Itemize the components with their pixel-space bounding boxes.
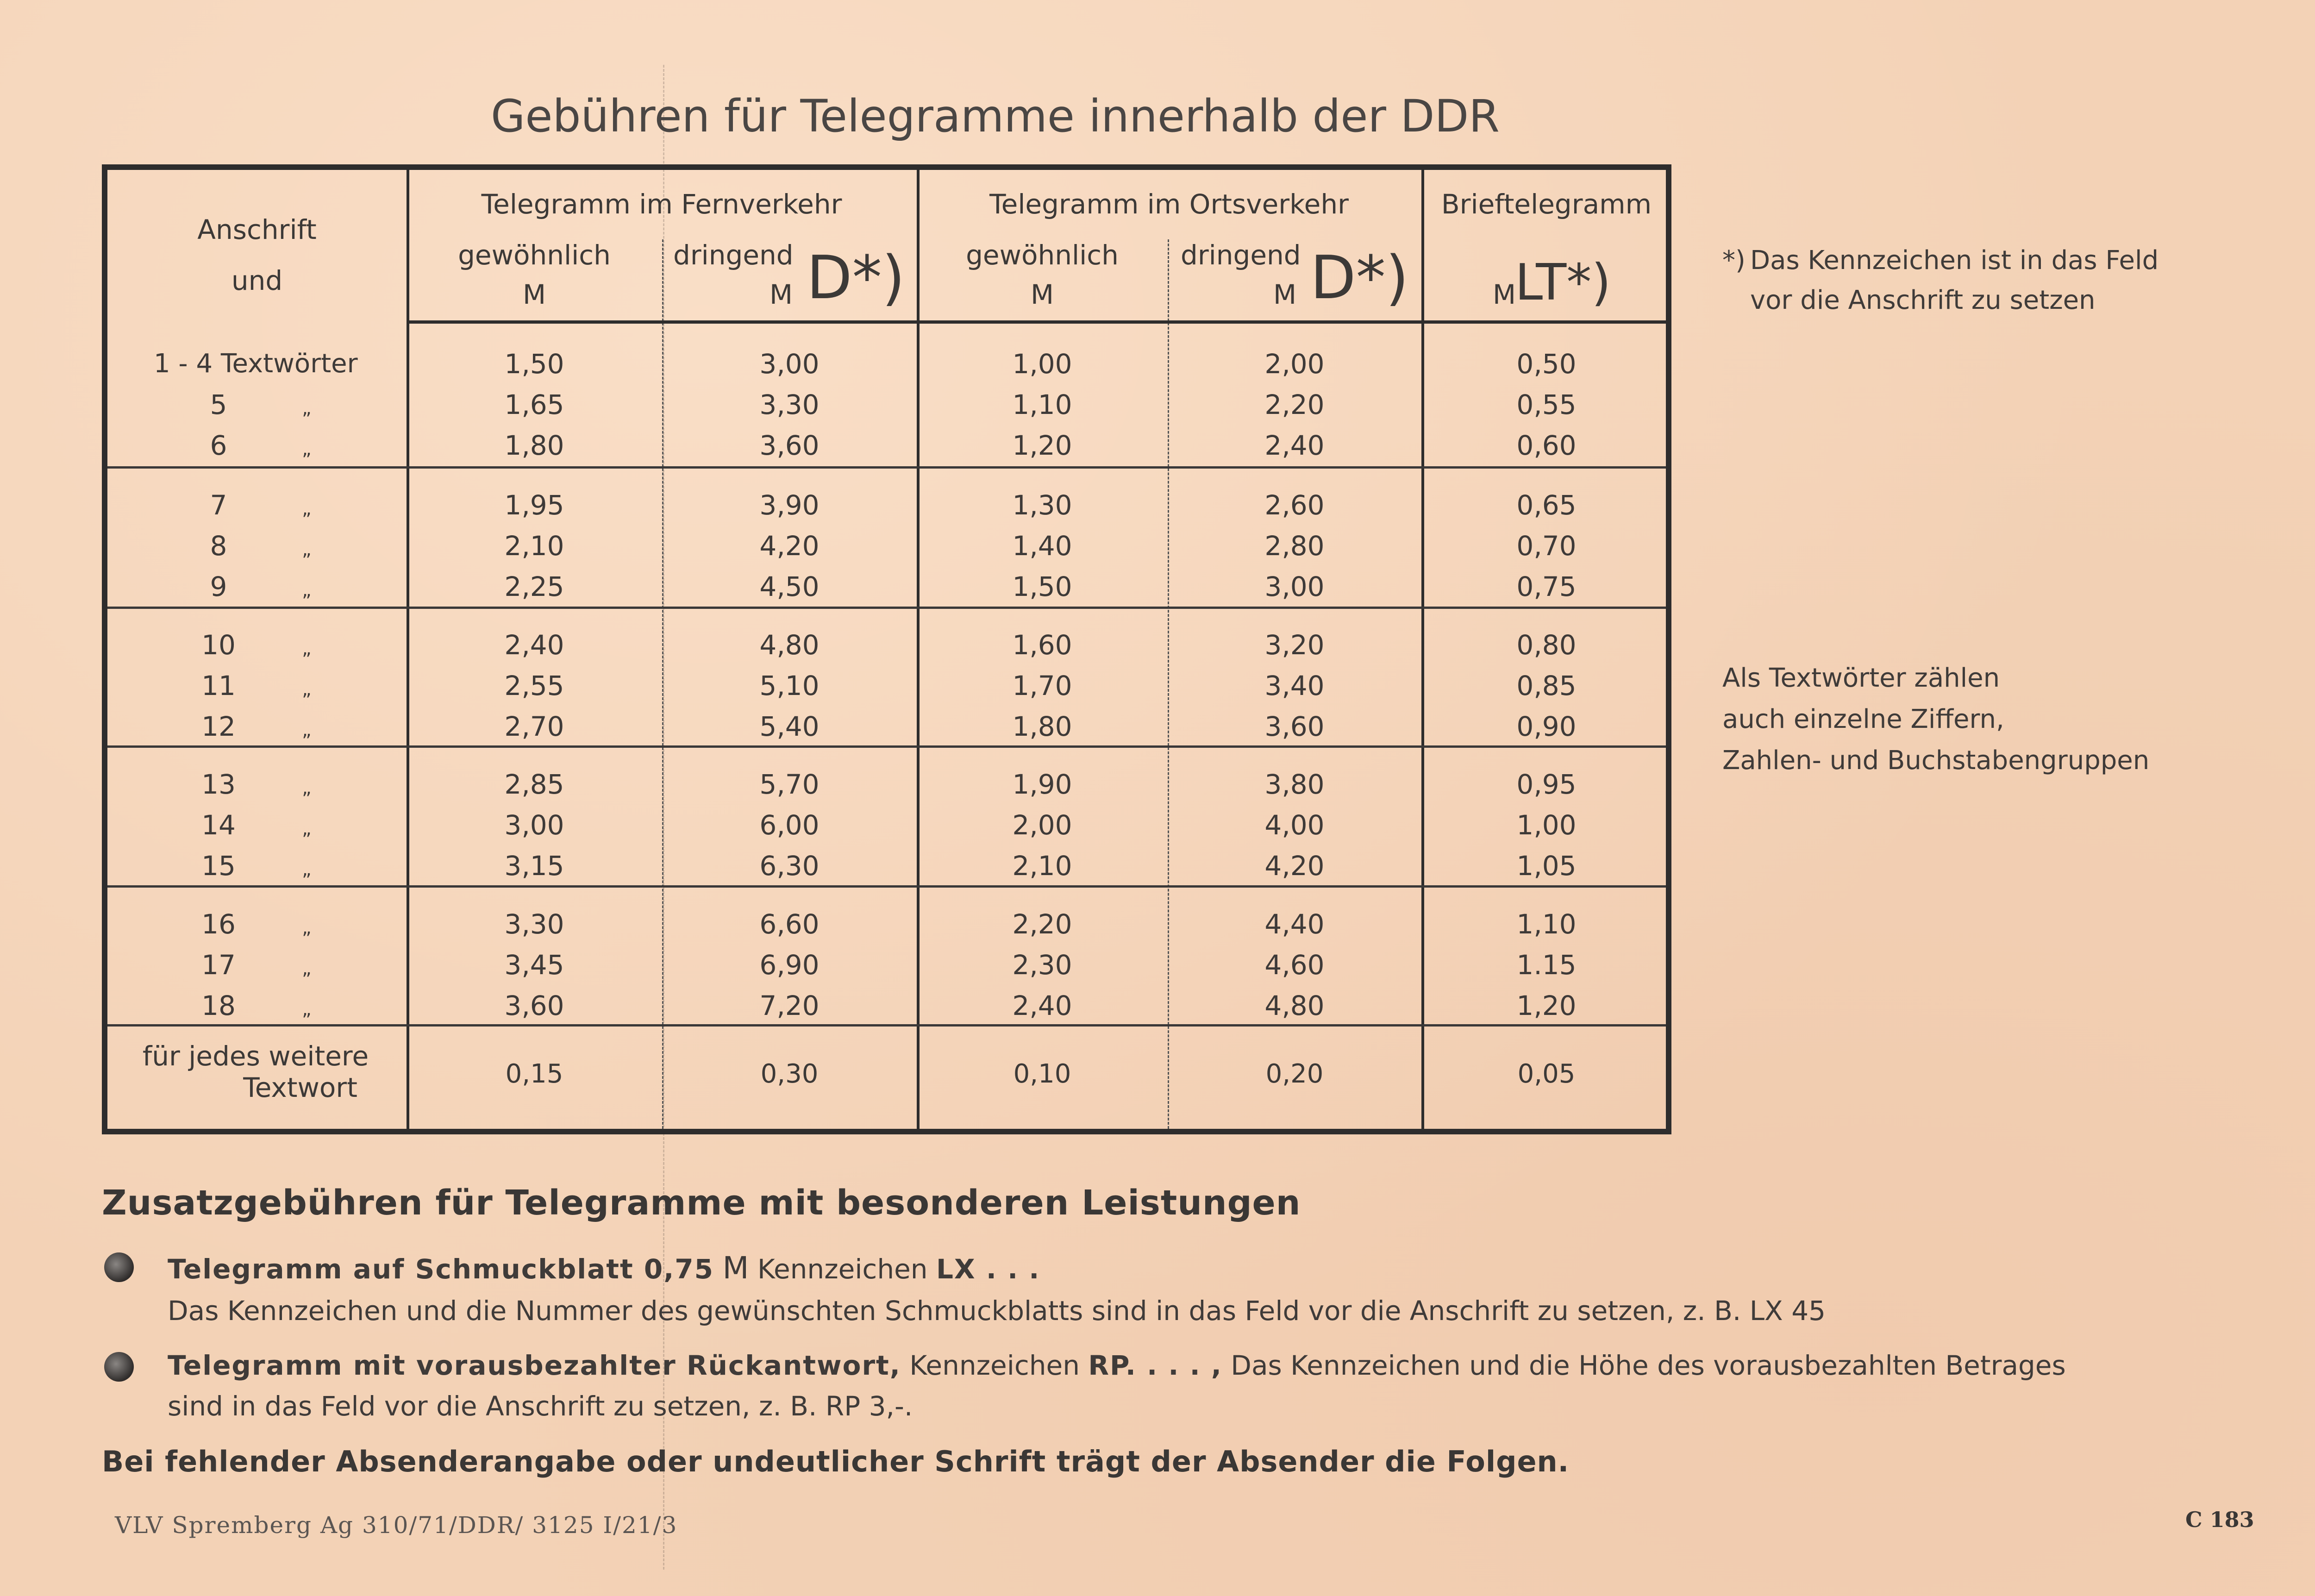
cell-fern-normal: 2,70 xyxy=(504,711,564,742)
ditto-mark: „ xyxy=(302,818,312,839)
sender-warning: Bei fehlender Absenderangabe oder undeutlicher Schrift trägt der Absender die Folgen. xyxy=(102,1445,1570,1478)
cell-fern-urgent: 5,40 xyxy=(759,711,820,742)
footnote-star: *) xyxy=(1722,245,1746,275)
row-label: 5 xyxy=(210,389,227,420)
item2-text: Kennzeichen xyxy=(909,1350,1080,1381)
cell-brief: 1,10 xyxy=(1516,908,1577,940)
extra-item-rueckantwort xyxy=(168,1350,2066,1422)
row-label: 10 xyxy=(201,629,236,661)
cell-orts-normal: 1,40 xyxy=(1012,530,1072,562)
cell-brief: 0,55 xyxy=(1516,389,1577,420)
cell-fern-normal: 2,10 xyxy=(504,530,564,562)
cell-fern-urgent: 4,20 xyxy=(759,530,820,562)
item2-code: RP. . . . , xyxy=(1088,1350,1222,1381)
cell-orts-normal: 2,20 xyxy=(1012,908,1072,940)
table-row xyxy=(107,625,1666,665)
cell-orts-normal: 1,30 xyxy=(1012,489,1072,521)
cell-orts-urgent: 2,80 xyxy=(1264,530,1325,562)
table-row xyxy=(107,805,1666,845)
cell-fern-urgent: 6,30 xyxy=(759,850,820,882)
cell-fern-normal: 3,60 xyxy=(504,990,564,1021)
cell-fern-normal: 3,30 xyxy=(504,908,564,940)
header-fern-normal-unit: M xyxy=(522,279,546,310)
note-line-1: Als Textwörter zählen xyxy=(1722,663,2000,693)
group-rule xyxy=(107,466,1666,469)
page-title: Gebühren für Telegramme innerhalb der DDR xyxy=(491,90,1500,142)
header-orts-urgent-unit: M xyxy=(1273,279,1297,310)
cell-fern-urgent: 3,60 xyxy=(759,430,820,461)
cell-brief: 1,05 xyxy=(1516,850,1577,882)
footnote-line-2: vor die Anschrift zu setzen xyxy=(1750,285,2096,315)
cell-brief: 0,65 xyxy=(1516,489,1577,521)
table-row xyxy=(107,526,1666,566)
bullet-icon xyxy=(104,1352,134,1382)
ditto-mark: „ xyxy=(302,859,312,880)
cell-orts-urgent: 3,80 xyxy=(1264,769,1325,800)
form-code: C 183 xyxy=(2185,1507,2254,1532)
cell-orts-urgent: 3,00 xyxy=(1264,571,1325,602)
last-row-orts-normal: 0,10 xyxy=(1013,1059,1071,1089)
cell-fern-urgent: 3,90 xyxy=(759,489,820,521)
item2-rest: Das Kennzeichen und die Höhe des vorausbezahlten Betrages xyxy=(1231,1350,2066,1381)
cell-brief: 1,00 xyxy=(1516,809,1577,841)
header-orts-urgent: dringend xyxy=(1181,239,1301,271)
cell-orts-urgent: 4,40 xyxy=(1264,908,1325,940)
cell-fern-urgent: 4,80 xyxy=(759,629,820,661)
cell-brief: 0,75 xyxy=(1516,571,1577,602)
row-label: 7 xyxy=(210,489,227,521)
table-row xyxy=(107,764,1666,805)
cell-fern-urgent: 7,20 xyxy=(759,990,820,1021)
table-row xyxy=(107,566,1666,607)
cell-fern-urgent: 3,30 xyxy=(759,389,820,420)
row-label: 16 xyxy=(201,908,236,940)
row-label: 17 xyxy=(201,949,236,981)
ditto-mark: „ xyxy=(302,777,312,799)
cell-fern-normal: 2,85 xyxy=(504,769,564,800)
fee-table xyxy=(102,164,1671,1134)
ditto-mark: „ xyxy=(302,398,312,419)
cell-orts-normal: 2,10 xyxy=(1012,850,1072,882)
cell-brief: 1.15 xyxy=(1516,949,1577,981)
ditto-mark: „ xyxy=(302,999,312,1020)
row-label: 12 xyxy=(201,711,236,742)
ditto-mark: „ xyxy=(302,917,312,939)
ditto-mark: „ xyxy=(302,438,312,460)
footnote-line-1: Das Kennzeichen ist in das Feld xyxy=(1750,245,2159,275)
footnote xyxy=(1722,241,2315,320)
ditto-mark: „ xyxy=(302,638,312,659)
cell-fern-normal: 3,00 xyxy=(504,809,564,841)
row-label: 18 xyxy=(201,990,236,1021)
cell-orts-normal: 2,40 xyxy=(1012,990,1072,1021)
cell-fern-normal: 1,50 xyxy=(504,348,564,380)
cell-orts-urgent: 3,20 xyxy=(1264,629,1325,661)
table-row xyxy=(107,945,1666,985)
cell-orts-normal: 2,30 xyxy=(1012,949,1072,981)
cell-fern-normal: 3,15 xyxy=(504,850,564,882)
cell-fern-normal: 1,95 xyxy=(504,489,564,521)
item1-unit: M xyxy=(722,1250,749,1286)
cell-brief: 0,95 xyxy=(1516,769,1577,800)
last-row-brief: 0,05 xyxy=(1517,1059,1576,1089)
cell-fern-urgent: 6,00 xyxy=(759,809,820,841)
cell-brief: 0,50 xyxy=(1516,348,1577,380)
cell-orts-normal: 1,60 xyxy=(1012,629,1072,661)
extra-fees-title: Zusatzgebühren für Telegramme mit besonderen Leistungen xyxy=(102,1183,1301,1223)
cell-orts-normal: 2,00 xyxy=(1012,809,1072,841)
last-row-fern-urgent: 0,30 xyxy=(760,1059,819,1089)
row-label: 15 xyxy=(201,850,236,882)
header-anschrift: Anschrift xyxy=(197,214,317,245)
table-row xyxy=(107,425,1666,466)
note-line-3: Zahlen- und Buchstabengruppen xyxy=(1722,745,2150,776)
table-row xyxy=(107,665,1666,706)
cell-orts-urgent: 4,20 xyxy=(1264,850,1325,882)
last-row-label-1: für jedes weitere xyxy=(142,1040,369,1072)
cell-fern-urgent: 5,10 xyxy=(759,670,820,701)
header-ortsverkehr: Telegramm im Ortsverkehr xyxy=(989,188,1349,220)
cell-fern-urgent: 5,70 xyxy=(759,769,820,800)
table-row xyxy=(107,384,1666,425)
cell-fern-normal: 1,80 xyxy=(504,430,564,461)
table-row xyxy=(107,344,1666,384)
table-row xyxy=(107,985,1666,1026)
row-label: 1 - 4 Textwörter xyxy=(154,349,358,379)
extra-item-schmuckblatt xyxy=(168,1250,1826,1327)
header-fernverkehr: Telegramm im Fernverkehr xyxy=(481,188,842,220)
item2-bold: Telegramm mit vorausbezahlter Rückantwort, xyxy=(168,1350,901,1381)
cell-orts-normal: 1,90 xyxy=(1012,769,1072,800)
cell-fern-normal: 3,45 xyxy=(504,949,564,981)
cell-orts-normal: 1,20 xyxy=(1012,430,1072,461)
last-row-fern-normal: 0,15 xyxy=(505,1059,563,1089)
last-row-label-2: Textwort xyxy=(243,1072,357,1103)
cell-orts-urgent: 3,60 xyxy=(1264,711,1325,742)
row-label: 9 xyxy=(210,571,227,602)
header-und: und xyxy=(231,265,283,296)
header-orts-normal-unit: M xyxy=(1030,279,1054,310)
header-brief-lt-mark: LT*) xyxy=(1515,254,1611,312)
cell-orts-normal: 1,00 xyxy=(1012,348,1072,380)
row-label: 11 xyxy=(201,670,236,701)
ditto-mark: „ xyxy=(302,498,312,519)
header-fern-normal: gewöhnlich xyxy=(458,239,611,271)
row-label: 14 xyxy=(201,809,236,841)
header-fern-d-mark: D*) xyxy=(807,244,905,313)
item1-bold: Telegramm auf Schmuckblatt 0,75 xyxy=(168,1253,714,1285)
cell-orts-urgent: 2,40 xyxy=(1264,430,1325,461)
ditto-mark: „ xyxy=(302,679,312,700)
ditto-mark: „ xyxy=(302,580,312,601)
cell-fern-normal: 1,65 xyxy=(504,389,564,420)
header-orts-normal: gewöhnlich xyxy=(966,239,1119,271)
ditto-mark: „ xyxy=(302,958,312,979)
table-row xyxy=(107,485,1666,526)
cell-brief: 0,90 xyxy=(1516,711,1577,742)
header-fern-urgent: dringend xyxy=(673,239,794,271)
row-label: 13 xyxy=(201,769,236,800)
row-label: 6 xyxy=(210,430,227,461)
table-row xyxy=(107,904,1666,945)
header-rule xyxy=(407,320,1666,324)
item2-line-2: sind in das Feld vor die Anschrift zu setzen, z. B. RP 3,-. xyxy=(168,1390,913,1422)
table-row xyxy=(107,706,1666,747)
cell-orts-normal: 1,50 xyxy=(1012,571,1072,602)
header-brieftelegramm: Brieftelegramm xyxy=(1441,188,1652,220)
note-line-2: auch einzelne Ziffern, xyxy=(1722,704,2004,734)
cell-fern-urgent: 4,50 xyxy=(759,571,820,602)
cell-orts-urgent: 4,80 xyxy=(1264,990,1325,1021)
cell-orts-urgent: 4,00 xyxy=(1264,809,1325,841)
printer-imprint: VLV Spremberg Ag 310/71/DDR/ 3125 I/21/3 xyxy=(115,1512,678,1539)
last-row-orts-urgent: 0,20 xyxy=(1265,1059,1324,1089)
table-row xyxy=(107,845,1666,886)
header-orts-d-mark: D*) xyxy=(1310,244,1409,313)
textwort-note xyxy=(1722,657,2315,781)
cell-brief: 0,80 xyxy=(1516,629,1577,661)
cell-orts-urgent: 4,60 xyxy=(1264,949,1325,981)
cell-orts-normal: 1,10 xyxy=(1012,389,1072,420)
cell-orts-urgent: 2,20 xyxy=(1264,389,1325,420)
cell-orts-urgent: 3,40 xyxy=(1264,670,1325,701)
header-fern-urgent-unit: M xyxy=(770,279,793,310)
cell-orts-normal: 1,70 xyxy=(1012,670,1072,701)
cell-orts-urgent: 2,00 xyxy=(1264,348,1325,380)
cell-orts-urgent: 2,60 xyxy=(1264,489,1325,521)
cell-fern-normal: 2,40 xyxy=(504,629,564,661)
cell-brief: 0,85 xyxy=(1516,670,1577,701)
ditto-mark: „ xyxy=(302,539,312,560)
cell-fern-normal: 2,25 xyxy=(504,571,564,602)
cell-brief: 0,60 xyxy=(1516,430,1577,461)
cell-orts-normal: 1,80 xyxy=(1012,711,1072,742)
item1-text: Kennzeichen xyxy=(757,1253,928,1285)
header-brief-unit: M xyxy=(1493,279,1516,310)
bullet-icon xyxy=(104,1252,134,1282)
cell-brief: 1,20 xyxy=(1516,990,1577,1021)
cell-fern-normal: 2,55 xyxy=(504,670,564,701)
ditto-mark: „ xyxy=(302,720,312,741)
item1-code: LX . . . xyxy=(936,1253,1040,1285)
cell-fern-urgent: 3,00 xyxy=(759,348,820,380)
cell-fern-urgent: 6,60 xyxy=(759,908,820,940)
cell-brief: 0,70 xyxy=(1516,530,1577,562)
row-label: 8 xyxy=(210,530,227,562)
cell-fern-urgent: 6,90 xyxy=(759,949,820,981)
item1-line-2: Das Kennzeichen und die Nummer des gewünschten Schmuckblatts sind in das Feld vor die Anschrift zu setzen, z. B. LX 45 xyxy=(168,1295,1826,1327)
